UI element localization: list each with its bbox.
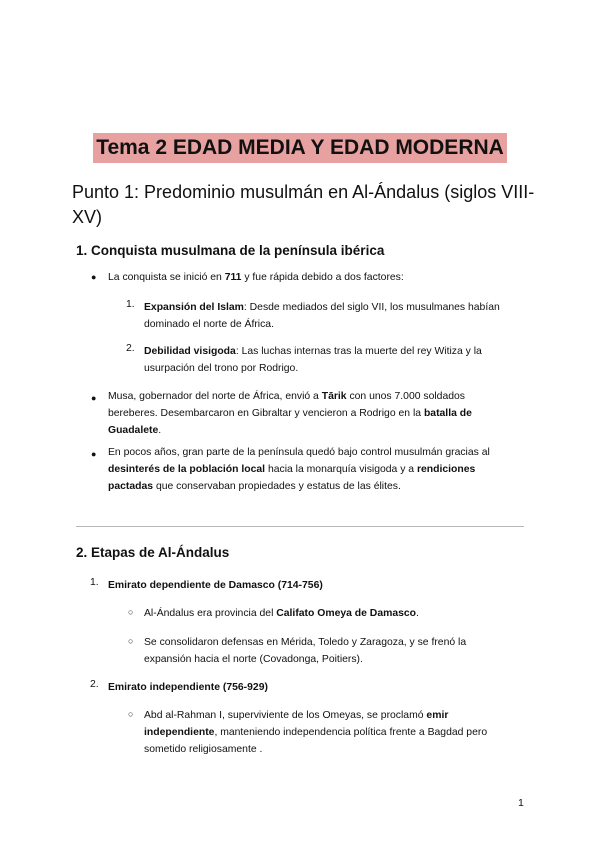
section-heading: 2. Etapas de Al-Ándalus [76, 545, 230, 560]
list-item: Debilidad visigoda: Las luchas internas tras la muerte del rey Witiza y la usurpación del trono por Rodrigo. [144, 346, 482, 374]
list-item: Al-Ándalus era provincia del Califato Omeya de Damasco. [144, 608, 419, 619]
list-item: Abd al-Rahman I, superviviente de los Omeyas, se proclamó emir independiente, manteniendo independencia política frente a Bagdad pero sometido religiosamente . [144, 710, 488, 755]
list-number: 1. [90, 577, 99, 588]
bullet-marker: ● [91, 449, 97, 459]
list-item: Musa, gobernador del norte de África, envió a Tārik con unos 7.000 soldados bereberes. Desembarcaron en Gibraltar y vencieron a Rodrigo en la batalla de Guadalete. [108, 391, 472, 436]
circle-bullet-marker: ○ [128, 636, 134, 646]
circle-bullet-marker: ○ [128, 607, 134, 617]
list-item: La conquista se inició en 711 y fue rápida debido a dos factores: [108, 272, 404, 283]
bullet-marker: ● [91, 393, 97, 403]
list-item: Emirato dependiente de Damasco (714-756) [108, 580, 323, 591]
divider [76, 526, 524, 527]
list-item: Expansión del Islam: Desde mediados del siglo VII, los musulmanes habían dominado el norte de África. [144, 302, 500, 330]
list-number: 2. [126, 343, 135, 354]
list-number: 1. [126, 299, 135, 310]
bullet-marker: ● [91, 272, 97, 282]
section-heading: 1. Conquista musulmana de la península ibérica [76, 243, 385, 258]
circle-bullet-marker: ○ [128, 709, 134, 719]
list-item: En pocos años, gran parte de la península quedó bajo control musulmán gracias al desinterés de la población local hacia la monarquía visigoda y a rendiciones pactadas que conservaban propiedades y estatus de las élites. [108, 447, 490, 492]
list-item: Emirato independiente (756-929) [108, 682, 268, 693]
page-number: 1 [518, 797, 524, 809]
document-title: Tema 2 EDAD MEDIA Y EDAD MODERNA [0, 136, 600, 160]
point-heading: Punto 1: Predominio musulmán en Al-Ándalus (siglos VIII-XV) [72, 182, 535, 227]
list-number: 2. [90, 679, 99, 690]
list-item: Se consolidaron defensas en Mérida, Toledo y Zaragoza, y se frenó la expansión hacia el norte (Covadonga, Poitiers). [144, 637, 467, 665]
